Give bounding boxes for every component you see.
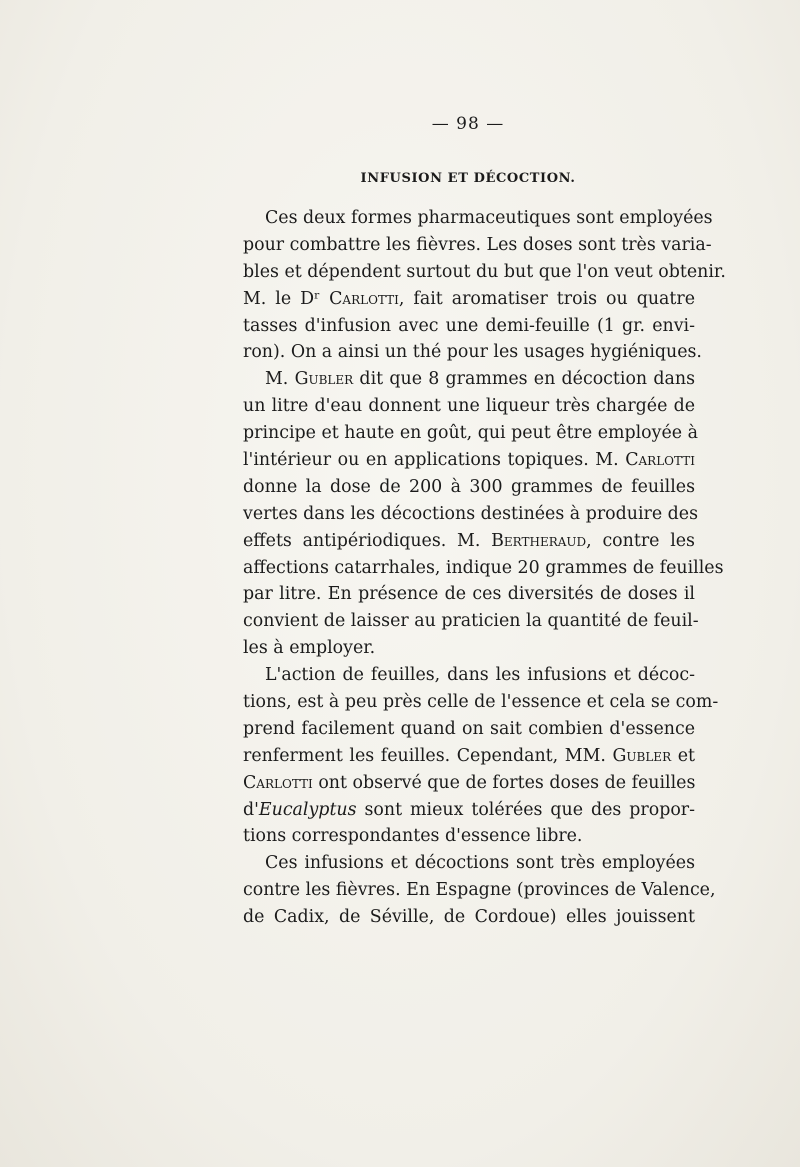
text-segment: sont mieux tolérées que des propor- [356,799,695,820]
text-line: pour combattre les fièvres. Les doses sont très varia- [243,234,712,255]
text-segment: l'intérieur ou en applications topiques. M. [243,450,626,471]
author-name: Gubler [294,369,354,390]
text-line [243,286,695,313]
text-segment: M. le Dʳ [243,288,330,309]
text-line: les à employer. [243,638,376,659]
text-segment: et [671,745,695,766]
italic-term: Eucalyptus [258,799,357,820]
author-name: Carlotti [243,772,313,793]
text-line [243,447,695,474]
text-segment: , contre les [586,530,695,551]
text-line: tions, est à peu près celle de l'essence et cela se com- [243,692,719,713]
text-line [243,743,695,770]
text-line [243,770,695,797]
text-segment: , fait aromatiser trois ou quatre [398,288,695,309]
text-line: vertes dans les décoctions destinées à produire des [243,503,698,524]
text-line: bles et dépendent surtout du but que l'on veut obtenir. [243,261,726,282]
text-line: contre les fièvres. En Espagne (provinces de Valence, [243,880,716,901]
section-title: INFUSION ET DÉCOCTION. [360,171,576,186]
text-line: principe et haute en goût, qui peut être employée à [243,423,698,444]
text-segment: ont observé que de fortes doses de feuilles [312,772,696,793]
text-line: un litre d'eau donnent une liqueur très chargée de [243,396,695,417]
page-number: — 98 — [431,114,505,134]
text-line: prend facilement quand on sait combien d'essence [243,718,695,739]
text-line: Ces infusions et décoctions sont très employées [265,853,695,874]
text-segment: renferment les feuilles. Cependant, MM. [243,745,613,766]
text-segment: dit que 8 grammes en décoction dans [353,369,695,390]
text-line: L'action de feuilles, dans les infusions et décoc- [265,665,695,686]
text-line: tions correspondantes d'essence libre. [243,826,583,847]
text-line: de Cadix, de Séville, de Cordoue) elles jouissent [243,907,695,928]
text-line: tasses d'infusion avec une demi-feuille (1 gr. envi- [243,315,695,336]
text-line: affections catarrhales, indique 20 grammes de feuilles [243,557,724,578]
author-name: Carlotti [625,450,695,471]
text-line [243,797,695,824]
author-name: Gubler [612,745,672,766]
text-line [243,366,695,393]
text-segment: d' [243,799,259,820]
body-text [243,205,726,931]
text-line: par litre. En présence de ces diversités de doses il [243,584,695,605]
text-line: convient de laisser au praticien la quantité de feuil- [243,611,699,632]
text-line [243,528,695,555]
author-name: Carlotti [329,288,399,309]
text-line: donne la dose de 200 à 300 grammes de feuilles [243,476,695,497]
text-line: Ces deux formes pharmaceutiques sont employées [265,208,713,228]
text-segment: M. [265,369,295,390]
text-segment: effets antipériodiques. M. [243,530,492,551]
author-name: Bertheraud [491,530,587,551]
text-line: ron). On a ainsi un thé pour les usages hygiéniques. [243,342,702,363]
